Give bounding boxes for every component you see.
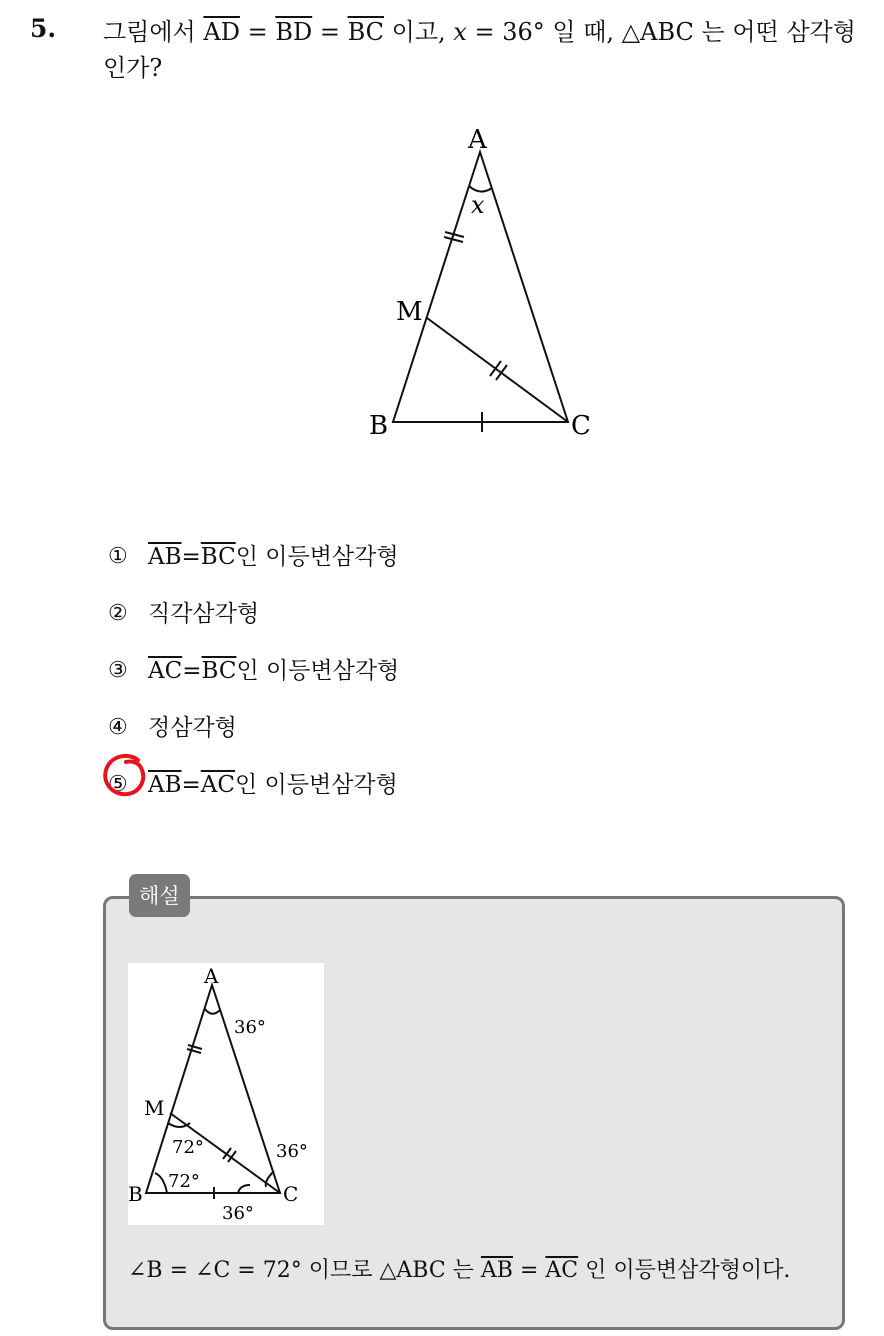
svg-text:A: A (204, 964, 219, 988)
answer-explanation: ∠B = ∠C = 72° 이므로 △ABC 는 $\overline{AB} = \overline{AC}$ 인 이등변삼각형이다. (128, 1258, 791, 1283)
answer-figure (128, 963, 324, 1225)
svg-text:72°: 72° (168, 1171, 200, 1192)
svg-text:36°: 36° (222, 1203, 254, 1224)
choice-5[interactable]: ⑤ $\overline{AB}$ = $\overline{AC}$ 인 이등변삼각형 (108, 771, 398, 798)
choice-1[interactable]: ① $\overline{AB}$ = $\overline{BC}$ 인 이등변삼각형 (108, 543, 399, 570)
svg-text:72°: 72° (172, 1137, 204, 1158)
answer-circle-mark (100, 750, 150, 800)
answer-triangle-figure (128, 963, 324, 1225)
question-text: 그림에서 $\overline{AD} = \overline{BD} = \overline{BC}$ 이고, x = 36° 일 때, △ABC 는 어떤 삼각형인가? (103, 18, 856, 82)
label-a: A (468, 125, 487, 155)
answer-section (103, 872, 845, 1328)
svg-text:M: M (144, 1096, 165, 1120)
svg-text:B: B (128, 1182, 143, 1206)
choice-4[interactable]: ④ 정삼각형 (108, 714, 237, 741)
tick-marks-am (444, 232, 464, 242)
label-angle-x: x (471, 191, 485, 219)
svg-text:36°: 36° (276, 1141, 308, 1162)
svg-text:36°: 36° (234, 1017, 266, 1038)
label-c: C (571, 411, 591, 441)
svg-text:C: C (283, 1182, 299, 1206)
label-m: M (396, 297, 423, 327)
choice-3[interactable]: ③ $\overline{AC}$ = $\overline{BC}$ 인 이등변삼각형 (108, 657, 400, 684)
label-b: B (369, 411, 389, 441)
segment-mc (427, 318, 568, 422)
answer-tag: 해설 (129, 874, 190, 917)
answer-box (103, 896, 845, 1330)
triangle-figure (0, 0, 884, 480)
question-number: 5. (30, 14, 57, 43)
choice-2[interactable]: ② 직각삼각형 (108, 600, 260, 627)
choice-list (108, 528, 399, 813)
